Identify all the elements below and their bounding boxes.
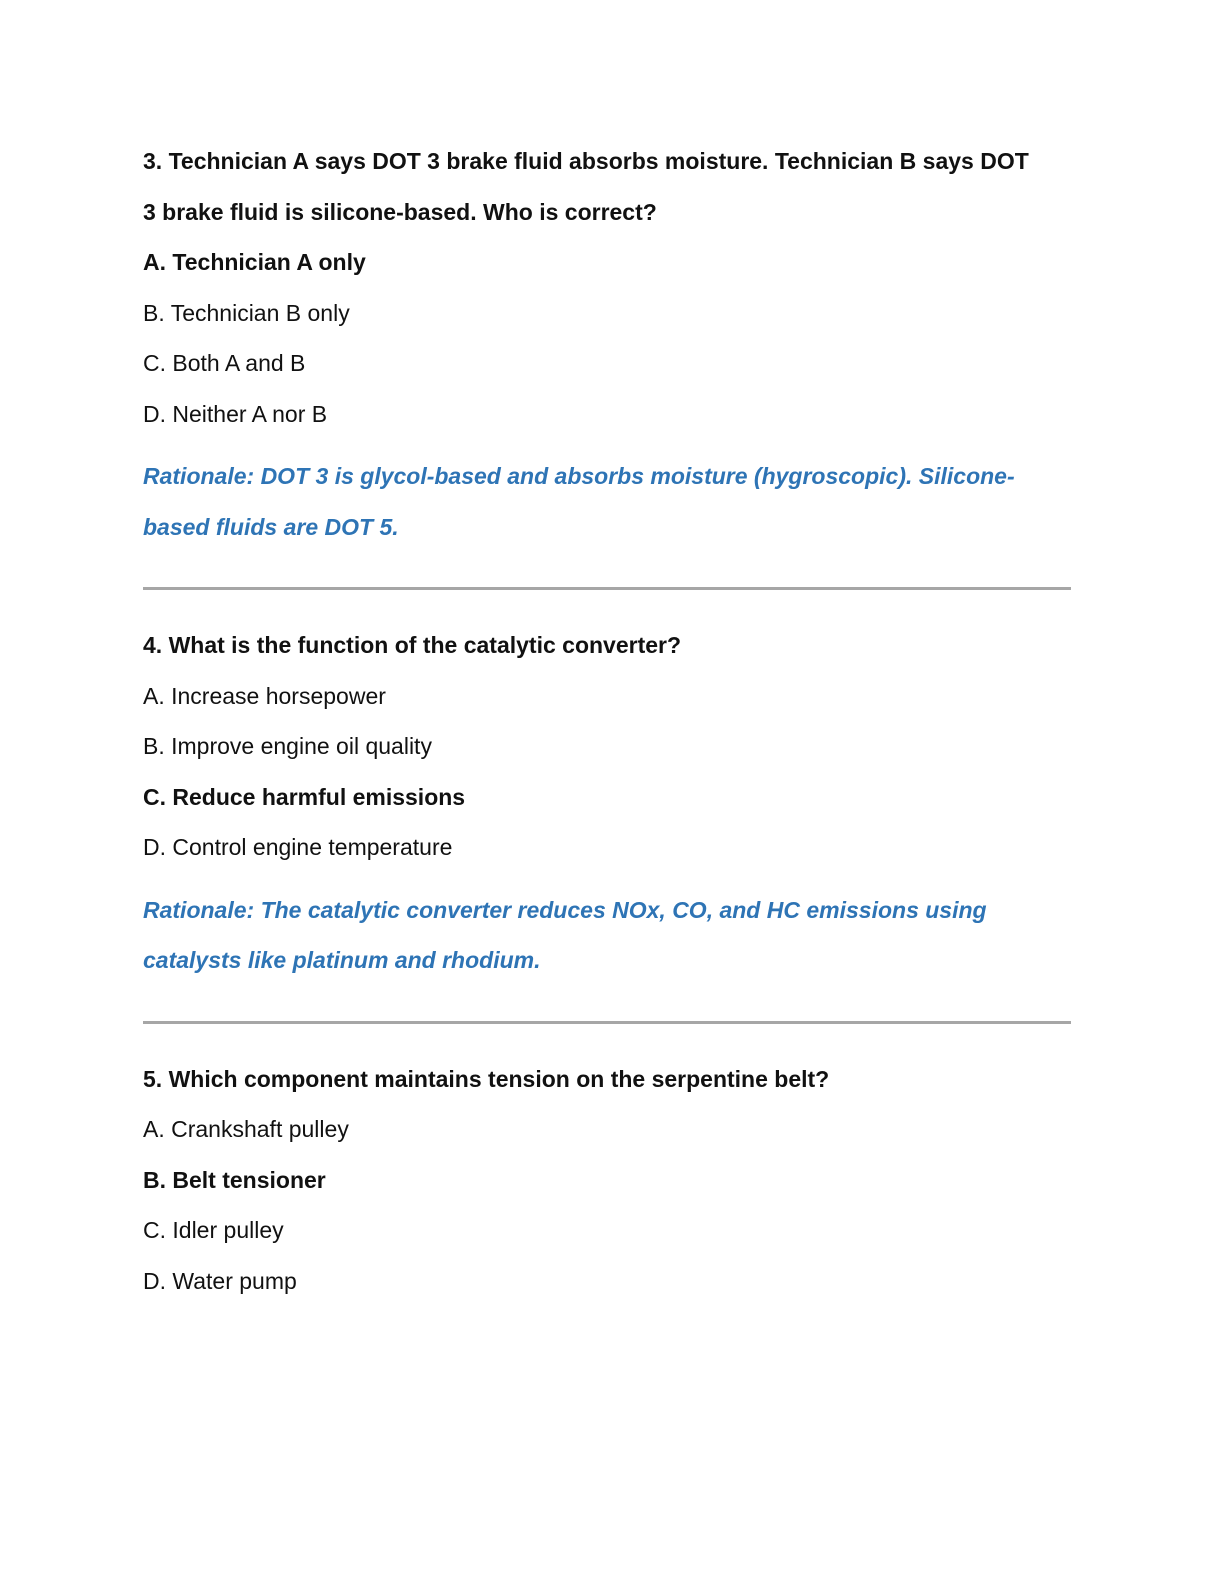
answer-option-correct: A. Technician A only bbox=[143, 249, 366, 275]
answer-option: A. Crankshaft pulley bbox=[143, 1116, 349, 1142]
rationale-line: based fluids are DOT 5. bbox=[143, 513, 399, 540]
answer-option: D. Neither A nor B bbox=[143, 400, 328, 427]
question-text: 4. What is the function of the catalytic converter? bbox=[143, 632, 682, 658]
rationale-line: Rationale: The catalytic converter reduces NOx, CO, and HC emissions using bbox=[143, 896, 987, 923]
question-text: 3. Technician A says DOT 3 brake fluid absorbs moisture. Technician B says DOT bbox=[143, 148, 1029, 174]
question-block-3 bbox=[143, 136, 1073, 552]
answer-option: D. Water pump bbox=[143, 1267, 297, 1294]
answer-option: C. Both A and B bbox=[143, 350, 306, 376]
question-block-4 bbox=[143, 620, 1073, 986]
answer-option: C. Idler pulley bbox=[143, 1217, 284, 1243]
answer-option-correct: B. Belt tensioner bbox=[143, 1166, 326, 1193]
answer-option: A. Increase horsepower bbox=[143, 682, 386, 709]
rationale-line: catalysts like platinum and rhodium. bbox=[143, 947, 541, 973]
rationale-text bbox=[143, 885, 1073, 986]
rationale-text bbox=[143, 451, 1073, 552]
question-block-5 bbox=[143, 1054, 1073, 1307]
question-text: 5. Which component maintains tension on the serpentine belt? bbox=[143, 1065, 830, 1092]
answer-option: D. Control engine temperature bbox=[143, 834, 453, 860]
question-text: 3 brake fluid is silicone-based. Who is correct? bbox=[143, 198, 657, 225]
rationale-line: Rationale: DOT 3 is glycol-based and absorbs moisture (hygroscopic). Silicone- bbox=[143, 463, 1015, 489]
answer-option: B. Improve engine oil quality bbox=[143, 733, 432, 759]
answer-option-correct: C. Reduce harmful emissions bbox=[143, 783, 466, 810]
section-divider bbox=[143, 1021, 1071, 1024]
answer-option: B. Technician B only bbox=[143, 299, 350, 326]
section-divider bbox=[143, 587, 1071, 590]
quiz-content bbox=[143, 136, 1073, 1306]
